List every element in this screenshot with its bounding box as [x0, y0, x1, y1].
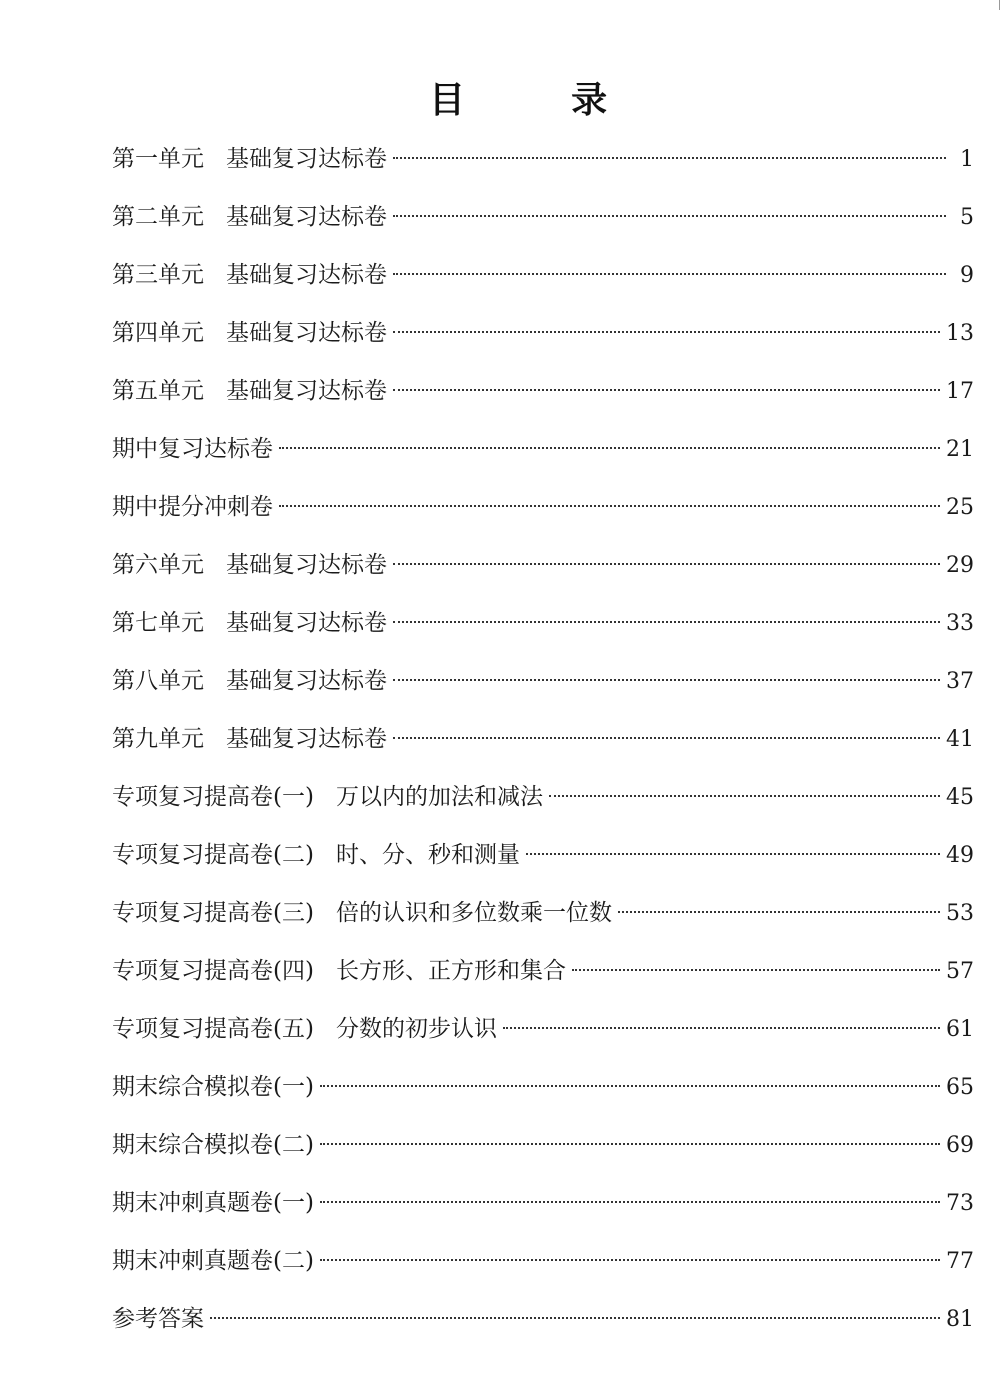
toc-entry	[112, 1300, 974, 1340]
dot-leader	[320, 1259, 940, 1261]
toc-entry-page: 5	[960, 205, 974, 230]
toc-entry-section: 期中复习达标卷	[112, 436, 273, 462]
toc-entry-page: 29	[946, 553, 974, 578]
toc-entry-section: 期末综合模拟卷(二)	[112, 1132, 314, 1158]
toc-entry-title: 基础复习达标卷	[226, 668, 387, 694]
toc-entry-label	[112, 720, 387, 753]
toc-entry	[112, 1126, 974, 1166]
toc-entry-page: 25	[946, 495, 974, 520]
toc-entry	[112, 720, 974, 760]
page-title: 目 录	[429, 80, 654, 121]
toc-entry	[112, 198, 974, 238]
toc-entry-title: 分数的初步认识	[335, 1016, 497, 1042]
dot-leader	[393, 621, 940, 623]
toc-entry-section: 期末冲刺真题卷(二)	[112, 1248, 314, 1274]
toc-entry-label	[112, 662, 387, 695]
toc-entry-section: 专项复习提高卷(四)	[112, 958, 314, 984]
dot-leader	[393, 563, 940, 565]
toc-entry	[112, 778, 974, 818]
toc-entry-title: 基础复习达标卷	[226, 610, 387, 636]
toc-entry-label	[112, 836, 520, 869]
toc-entry-page: 21	[946, 437, 974, 462]
toc-entry-page: 57	[946, 959, 974, 984]
dot-leader	[279, 447, 940, 449]
toc-entry	[112, 314, 974, 354]
dot-leader	[393, 157, 946, 159]
toc-entry-title: 时、分、秒和测量	[335, 842, 520, 868]
toc-entry-section: 第一单元	[112, 146, 204, 172]
toc-entry-section: 专项复习提高卷(三)	[112, 900, 314, 926]
toc-entry-section: 期末综合模拟卷(一)	[112, 1074, 314, 1100]
toc-entry-section: 期中提分冲刺卷	[112, 494, 273, 520]
toc-entry	[112, 604, 974, 644]
toc-entry	[112, 836, 974, 876]
toc-entry-section: 第五单元	[112, 378, 204, 404]
toc-entry-page: 33	[946, 611, 974, 636]
toc-entry-label	[112, 1184, 314, 1217]
toc-entry	[112, 1068, 974, 1108]
toc-entry-page: 41	[946, 727, 974, 752]
toc-entry-page: 37	[946, 669, 974, 694]
toc-entry-title: 基础复习达标卷	[226, 204, 387, 230]
toc-entry-section: 第三单元	[112, 262, 204, 288]
toc-entry-page: 1	[960, 147, 974, 172]
toc-entry-page: 69	[946, 1133, 974, 1158]
toc-entry-page: 65	[946, 1075, 974, 1100]
toc-entry-label	[112, 778, 543, 811]
toc-entry-page: 73	[946, 1191, 974, 1216]
toc-entry-label	[112, 1242, 314, 1275]
toc-entry-page: 45	[946, 785, 974, 810]
dot-leader	[320, 1085, 940, 1087]
dot-leader	[549, 795, 940, 797]
toc-entry-label	[112, 256, 387, 289]
toc-entry-page: 9	[960, 263, 974, 288]
toc-entry	[112, 140, 974, 180]
toc-entry	[112, 662, 974, 702]
toc-entry-title: 长方形、正方形和集合	[335, 958, 566, 984]
toc-entry-section: 第六单元	[112, 552, 204, 578]
toc-entry-label	[112, 430, 273, 463]
toc-entry-title: 基础复习达标卷	[226, 552, 387, 578]
toc-entry-label	[112, 546, 387, 579]
toc-entry-page: 53	[946, 901, 974, 926]
toc-entry-title: 倍的认识和多位数乘一位数	[335, 900, 612, 926]
toc-entry	[112, 952, 974, 992]
toc-entry-section: 专项复习提高卷(一)	[112, 784, 314, 810]
toc-entry-label	[112, 1010, 497, 1043]
dot-leader	[393, 273, 946, 275]
dot-leader	[503, 1027, 940, 1029]
toc-entry-page: 61	[946, 1017, 974, 1042]
toc-entry	[112, 256, 974, 296]
toc-entry-page: 49	[946, 843, 974, 868]
toc-entry-label	[112, 894, 612, 927]
dot-leader	[393, 389, 940, 391]
dot-leader	[393, 737, 940, 739]
toc-entry-label	[112, 372, 387, 405]
toc-entry-page: 13	[946, 321, 974, 346]
toc-entry-section: 第二单元	[112, 204, 204, 230]
toc-entry-label	[112, 314, 387, 347]
toc-entry-label	[112, 952, 566, 985]
toc-entry-title: 基础复习达标卷	[226, 146, 387, 172]
toc-entry-label	[112, 1126, 314, 1159]
dot-leader	[618, 911, 940, 913]
dot-leader	[320, 1143, 940, 1145]
dot-leader	[393, 331, 940, 333]
toc-entry-title: 基础复习达标卷	[226, 378, 387, 404]
toc-entry	[112, 372, 974, 412]
dot-leader	[393, 679, 940, 681]
toc-entry-label	[112, 488, 273, 521]
dot-leader	[279, 505, 940, 507]
toc-entry-section: 第九单元	[112, 726, 204, 752]
dot-leader	[210, 1317, 940, 1319]
toc-entry-page: 17	[946, 379, 974, 404]
toc-entry	[112, 430, 974, 470]
dot-leader	[393, 215, 946, 217]
toc-entry-title: 万以内的加法和减法	[335, 784, 543, 810]
toc-entry-title: 基础复习达标卷	[226, 726, 387, 752]
toc-entry-section: 第四单元	[112, 320, 204, 346]
toc-entry-section: 期末冲刺真题卷(一)	[112, 1190, 314, 1216]
toc-entry-label	[112, 198, 387, 231]
dot-leader	[572, 969, 940, 971]
toc-entry-section: 专项复习提高卷(五)	[112, 1016, 314, 1042]
toc-entry-page: 77	[946, 1249, 974, 1274]
toc-entry-title: 基础复习达标卷	[226, 262, 387, 288]
dot-leader	[320, 1201, 940, 1203]
toc-entry-label	[112, 1300, 204, 1333]
toc-entry	[112, 546, 974, 586]
toc-entry-label	[112, 140, 387, 173]
toc-entry	[112, 894, 974, 934]
toc-entry-section: 第八单元	[112, 668, 204, 694]
toc-entry	[112, 1184, 974, 1224]
toc-entry-section: 参考答案	[112, 1306, 204, 1332]
toc-entry	[112, 1010, 974, 1050]
toc-entry-section: 第七单元	[112, 610, 204, 636]
toc-entry-page: 81	[946, 1307, 974, 1332]
toc-entry	[112, 488, 974, 528]
toc-entry-section: 专项复习提高卷(二)	[112, 842, 314, 868]
toc-entry-title: 基础复习达标卷	[226, 320, 387, 346]
toc-entry-label	[112, 604, 387, 637]
dot-leader	[526, 853, 940, 855]
toc-entry	[112, 1242, 974, 1282]
toc-entry-label	[112, 1068, 314, 1101]
